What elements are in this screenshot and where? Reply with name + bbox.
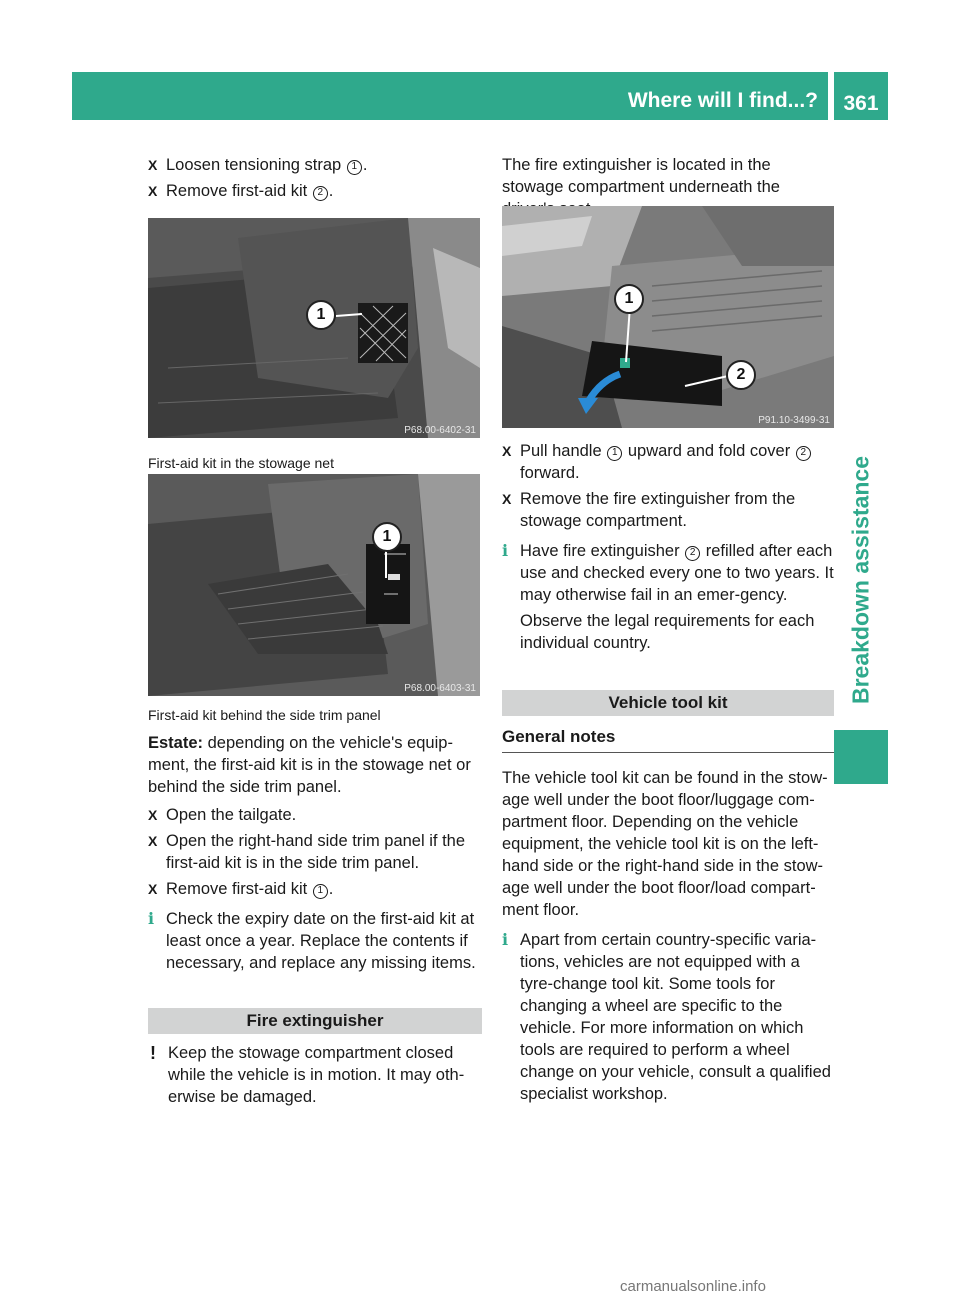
info-legal: Observe the legal requirements for each individual country. [520, 612, 815, 652]
callout-ref: 2 [313, 186, 328, 201]
side-tab-text: Breakdown assistance [847, 455, 874, 705]
photo-code: P68.00-6402-31 [404, 425, 476, 436]
step-arrow-icon: X [148, 183, 158, 199]
photo-side-trim-drawing [148, 474, 480, 696]
side-tab-label [846, 440, 876, 720]
section-heading-fire-extinguisher: Fire extinguisher [148, 1008, 482, 1034]
subheading-general-notes: General notes [502, 726, 834, 753]
step-arrow-icon: X [148, 833, 158, 849]
step-open-tailgate: X Open the tailgate. [148, 806, 297, 824]
right-column-lower [502, 440, 834, 1105]
step-arrow-icon: X [502, 491, 512, 507]
warning-icon: ! [150, 1043, 156, 1063]
warning-stowage: ! Keep the stowage compartment closed while the vehicle is in motion. It may oth-erwise be damaged. [150, 1043, 465, 1106]
step-arrow-icon: X [148, 881, 158, 897]
photo-seat-compartment [502, 206, 834, 428]
photo-callout: 1 [372, 522, 402, 552]
photo-caption: First-aid kit in the stowage net [148, 455, 334, 471]
general-notes-paragraph: The vehicle tool kit can be found in the stow-age well under the boot floor/luggage com-partment floor. Depending on the vehicle equipment, the vehicle tool kit is on the left-hand side or the right-hand side in the stow-age well under the boot floor/load compart-ment floor. [502, 769, 828, 919]
info-icon: i [502, 541, 509, 560]
callout-ref: 1 [347, 160, 362, 175]
photo-caption: First-aid kit behind the side trim panel [148, 707, 381, 723]
callout-ref: 2 [796, 446, 811, 461]
left-column [148, 154, 482, 206]
side-tab-marker [834, 730, 888, 784]
step-open-trim-panel: X Open the right-hand side trim panel if the first-aid kit is in the side trim panel. [148, 832, 466, 872]
left-column-lower [148, 704, 482, 1108]
photo-seat-drawing [502, 206, 834, 428]
section-heading-tool-kit: Vehicle tool kit [502, 690, 834, 716]
photo-side-trim [148, 474, 480, 696]
info-tyre-change: i Apart from certain country-specific varia-tions, vehicles are not equipped with a tyre-change tool kit. Some tools for changing a wheel are specific to the vehicle. For more information on which tools are required to perform a wheel change on your vehicle, consult a qualified specialist workshop. [502, 930, 831, 1103]
footer-watermark: carmanualsonline.info [620, 1278, 766, 1295]
photo-callout: 1 [306, 300, 336, 330]
step-arrow-icon: X [148, 807, 158, 823]
info-expiry: i Check the expiry date on the first-aid kit at least once a year. Replace the contents if necessary, and replace any missing items. [148, 909, 476, 972]
info-icon: i [502, 930, 509, 949]
callout-ref: 1 [607, 446, 622, 461]
step-remove-extinguisher: X Remove the fire extinguisher from the stowage compartment. [502, 490, 796, 530]
step-remove-kit-2: X Remove first-aid kit 1 . [148, 880, 334, 898]
photo-code: P68.00-6403-31 [404, 683, 476, 694]
estate-paragraph: Estate: depending on the vehicle's equip-ment, the first-aid kit is in the stowage net or behind the side trim panel. [148, 734, 471, 796]
callout-ref: 1 [313, 884, 328, 899]
page-section-title: Where will I find...? [600, 86, 824, 116]
photo-callout: 1 [614, 284, 644, 314]
callout-ref: 2 [685, 546, 700, 561]
step-remove-kit: X Remove first-aid kit 2 . [148, 182, 334, 200]
step-arrow-icon: X [148, 157, 158, 173]
step-loosen-strap: X Loosen tensioning strap 1 . [148, 156, 368, 174]
photo-code: P91.10-3499-31 [758, 415, 830, 426]
info-refill: i Have fire extinguisher 2 refilled after each use and checked every one to two years. It may otherwise fail in an emer-gency. Observe the legal requirements for each individual country. [502, 541, 834, 652]
caption-block-1 [148, 446, 482, 474]
photo-stowage-net [148, 218, 480, 438]
photo-callout: 2 [726, 360, 756, 390]
step-pull-handle: X Pull handle 1 upward and fold cover 2 forward. [502, 440, 834, 484]
step-arrow-icon: X [502, 443, 512, 459]
info-icon: i [148, 909, 155, 928]
intro-paragraph: The fire extinguisher is located in the stowage compartment underneath the [502, 156, 780, 196]
page-number: 361 [834, 72, 888, 120]
